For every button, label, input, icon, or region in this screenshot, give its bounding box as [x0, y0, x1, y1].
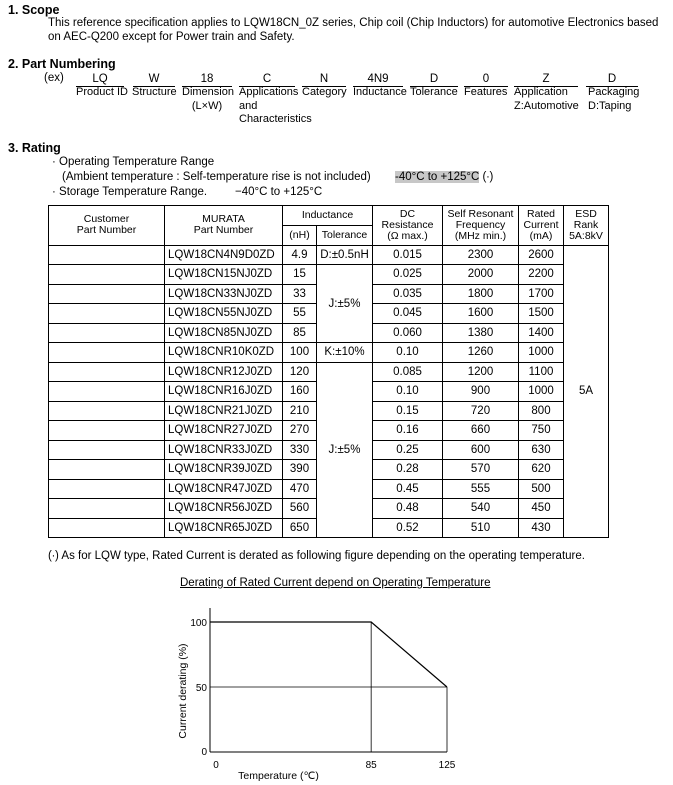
tolerance-cell: J:±5%: [317, 265, 373, 343]
inductance-nh-cell: 120: [283, 362, 317, 382]
self-resonant-frequency-cell: 570: [443, 460, 519, 480]
customer-part-number-cell: [49, 440, 165, 460]
murata-part-number-cell: LQW18CNR56J0ZD: [165, 499, 283, 519]
pn-desc-packaging: Packaging D:Taping: [588, 86, 640, 112]
storage-temp-label: · Storage Temperature Range.: [52, 186, 208, 198]
dc-resistance-cell: 0.025: [373, 265, 443, 285]
pn-code-features: 0: [464, 72, 508, 87]
operating-temp-label: · Operating Temperature Range: [52, 156, 215, 168]
pn-desc-application: Application Z:Automotive: [514, 86, 579, 112]
rated-current-cell: 450: [519, 499, 564, 519]
rated-current-cell: 1000: [519, 343, 564, 363]
inductance-nh-cell: 85: [283, 323, 317, 343]
customer-part-number-cell: [49, 499, 165, 519]
header-rated-current: Rated Current (mA): [519, 206, 564, 246]
murata-part-number-cell: LQW18CNR47J0ZD: [165, 479, 283, 499]
header-dc-resistance: DC Resistance (Ω max.): [373, 206, 443, 246]
murata-part-number-cell: LQW18CN33NJ0ZD: [165, 284, 283, 304]
customer-part-number-cell: [49, 265, 165, 285]
customer-part-number-cell: [49, 284, 165, 304]
murata-part-number-cell: LQW18CN15NJ0ZD: [165, 265, 283, 285]
inductance-nh-cell: 390: [283, 460, 317, 480]
rated-current-cell: 1100: [519, 362, 564, 382]
dc-resistance-cell: 0.16: [373, 421, 443, 441]
inductance-nh-cell: 560: [283, 499, 317, 519]
inductance-nh-cell: 55: [283, 304, 317, 324]
example-label: (ex): [44, 72, 64, 84]
scope-text-line1: This reference specification applies to LQW18CN_0Z series, Chip coil (Chip Inductors) for automotive Electronics based: [48, 17, 659, 29]
pn-code-structure: W: [133, 72, 175, 87]
customer-part-number-cell: [49, 343, 165, 363]
self-resonant-frequency-cell: 720: [443, 401, 519, 421]
table-row: [49, 265, 609, 285]
pn-code-dimension: 18: [182, 72, 232, 87]
part-numbering-title: 2. Part Numbering: [8, 57, 116, 71]
y-tick-label: 0: [201, 747, 207, 758]
footnote-mark: (∙): [482, 171, 494, 183]
dc-resistance-cell: 0.10: [373, 343, 443, 363]
inductance-nh-cell: 470: [283, 479, 317, 499]
dc-resistance-cell: 0.52: [373, 518, 443, 538]
inductance-nh-cell: 160: [283, 382, 317, 402]
y-tick-label: 100: [190, 618, 207, 629]
murata-part-number-cell: LQW18CNR10K0ZD: [165, 343, 283, 363]
dc-resistance-cell: 0.045: [373, 304, 443, 324]
murata-part-number-cell: LQW18CNR27J0ZD: [165, 421, 283, 441]
rating-table: [48, 205, 609, 538]
rated-current-cell: 1500: [519, 304, 564, 324]
rated-current-cell: 500: [519, 479, 564, 499]
self-resonant-frequency-cell: 2000: [443, 265, 519, 285]
pn-desc-inductance: Inductance: [353, 86, 407, 98]
table-row: [49, 245, 609, 265]
self-resonant-frequency-cell: 510: [443, 518, 519, 538]
header-murata-part-number: MURATA Part Number: [165, 206, 283, 246]
table-row: [49, 362, 609, 382]
dc-resistance-cell: 0.45: [373, 479, 443, 499]
rated-current-cell: 750: [519, 421, 564, 441]
esd-rank-cell: 5A: [564, 245, 609, 538]
pn-desc-product-id: Product ID: [76, 86, 128, 98]
self-resonant-frequency-cell: 900: [443, 382, 519, 402]
customer-part-number-cell: [49, 401, 165, 421]
pn-desc-tolerance: Tolerance: [410, 86, 458, 98]
dc-resistance-cell: 0.48: [373, 499, 443, 519]
rating-title: 3. Rating: [8, 141, 61, 155]
header-esd-rank: ESD Rank 5A:8kV: [564, 206, 609, 246]
chart-title: Derating of Rated Current depend on Operating Temperature: [180, 577, 491, 589]
inductance-nh-cell: 33: [283, 284, 317, 304]
rated-current-cell: 430: [519, 518, 564, 538]
tolerance-cell: K:±10%: [317, 343, 373, 363]
tolerance-cell: D:±0.5nH: [317, 245, 373, 265]
pn-code-tolerance: D: [410, 72, 458, 87]
x-tick-label: 125: [438, 760, 456, 771]
murata-part-number-cell: LQW18CNR12J0ZD: [165, 362, 283, 382]
pn-desc-applications: Applications and Characteristics: [239, 86, 312, 125]
operating-temp-range: -40°C to +125°C: [395, 171, 480, 183]
self-resonant-frequency-cell: 600: [443, 440, 519, 460]
self-resonant-frequency-cell: 1800: [443, 284, 519, 304]
x-axis-label: Temperature (℃): [238, 770, 319, 782]
scope-text-line2: on AEC-Q200 except for Power train and Safety.: [48, 31, 295, 43]
operating-temp-value: [395, 171, 493, 183]
dc-resistance-cell: 0.060: [373, 323, 443, 343]
x-tick-label: 0: [213, 760, 219, 771]
self-resonant-frequency-cell: 1260: [443, 343, 519, 363]
header-customer-part-number: Customer Part Number: [49, 206, 165, 246]
rated-current-cell: 2600: [519, 245, 564, 265]
derating-series-line: [210, 622, 447, 687]
rated-current-cell: 1400: [519, 323, 564, 343]
customer-part-number-cell: [49, 323, 165, 343]
customer-part-number-cell: [49, 460, 165, 480]
murata-part-number-cell: LQW18CN85NJ0ZD: [165, 323, 283, 343]
murata-part-number-cell: LQW18CNR39J0ZD: [165, 460, 283, 480]
self-resonant-frequency-cell: 540: [443, 499, 519, 519]
customer-part-number-cell: [49, 479, 165, 499]
x-tick-label: 85: [365, 760, 377, 771]
dc-resistance-cell: 0.035: [373, 284, 443, 304]
inductance-nh-cell: 100: [283, 343, 317, 363]
self-resonant-frequency-cell: 1380: [443, 323, 519, 343]
table-row: [49, 343, 609, 363]
dc-resistance-cell: 0.015: [373, 245, 443, 265]
customer-part-number-cell: [49, 518, 165, 538]
header-nh: (nH): [283, 226, 317, 246]
header-self-resonant-frequency: Self Resonant Frequency (MHz min.): [443, 206, 519, 246]
header-inductance: Inductance: [283, 206, 373, 226]
pn-code-applications: C: [239, 72, 295, 87]
dc-resistance-cell: 0.28: [373, 460, 443, 480]
rated-current-cell: 800: [519, 401, 564, 421]
rated-current-cell: 1000: [519, 382, 564, 402]
rated-current-cell: 620: [519, 460, 564, 480]
self-resonant-frequency-cell: 1600: [443, 304, 519, 324]
customer-part-number-cell: [49, 362, 165, 382]
scope-title: 1. Scope: [8, 3, 60, 17]
customer-part-number-cell: [49, 304, 165, 324]
murata-part-number-cell: LQW18CN55NJ0ZD: [165, 304, 283, 324]
murata-part-number-cell: LQW18CNR65J0ZD: [165, 518, 283, 538]
pn-code-product-id: LQ: [76, 72, 124, 87]
self-resonant-frequency-cell: 555: [443, 479, 519, 499]
customer-part-number-cell: [49, 245, 165, 265]
inductance-nh-cell: 270: [283, 421, 317, 441]
murata-part-number-cell: LQW18CN4N9D0ZD: [165, 245, 283, 265]
pn-desc-category: Category: [302, 86, 347, 98]
y-tick-label: 50: [195, 683, 207, 694]
rated-current-cell: 630: [519, 440, 564, 460]
customer-part-number-cell: [49, 421, 165, 441]
inductance-nh-cell: 15: [283, 265, 317, 285]
derating-footnote: (∙) As for LQW type, Rated Current is derated as following figure depending on the operating temperature.: [48, 550, 585, 562]
pn-desc-structure: Structure: [132, 86, 177, 98]
self-resonant-frequency-cell: 1200: [443, 362, 519, 382]
inductance-nh-cell: 210: [283, 401, 317, 421]
ambient-note: (Ambient temperature : Self-temperature rise is not included): [62, 171, 371, 183]
self-resonant-frequency-cell: 2300: [443, 245, 519, 265]
murata-part-number-cell: LQW18CNR33J0ZD: [165, 440, 283, 460]
self-resonant-frequency-cell: 660: [443, 421, 519, 441]
tolerance-cell: J:±5%: [317, 362, 373, 538]
pn-code-packaging: D: [586, 72, 638, 87]
pn-desc-dimension: Dimension (L×W): [182, 86, 234, 112]
inductance-nh-cell: 650: [283, 518, 317, 538]
inductance-nh-cell: 330: [283, 440, 317, 460]
pn-code-category: N: [302, 72, 346, 87]
customer-part-number-cell: [49, 382, 165, 402]
y-axis-label: Current derating (%): [177, 643, 189, 739]
dc-resistance-cell: 0.15: [373, 401, 443, 421]
rated-current-cell: 2200: [519, 265, 564, 285]
pn-desc-features: Features: [464, 86, 508, 98]
murata-part-number-cell: LQW18CNR21J0ZD: [165, 401, 283, 421]
dc-resistance-cell: 0.085: [373, 362, 443, 382]
murata-part-number-cell: LQW18CNR16J0ZD: [165, 382, 283, 402]
pn-code-inductance: 4N9: [353, 72, 403, 87]
inductance-nh-cell: 4.9: [283, 245, 317, 265]
rated-current-cell: 1700: [519, 284, 564, 304]
dc-resistance-cell: 0.10: [373, 382, 443, 402]
header-tolerance: Tolerance: [317, 226, 373, 246]
pn-code-application: Z: [514, 72, 578, 87]
dc-resistance-cell: 0.25: [373, 440, 443, 460]
storage-temp-value: −40°C to +125°C: [235, 186, 323, 198]
